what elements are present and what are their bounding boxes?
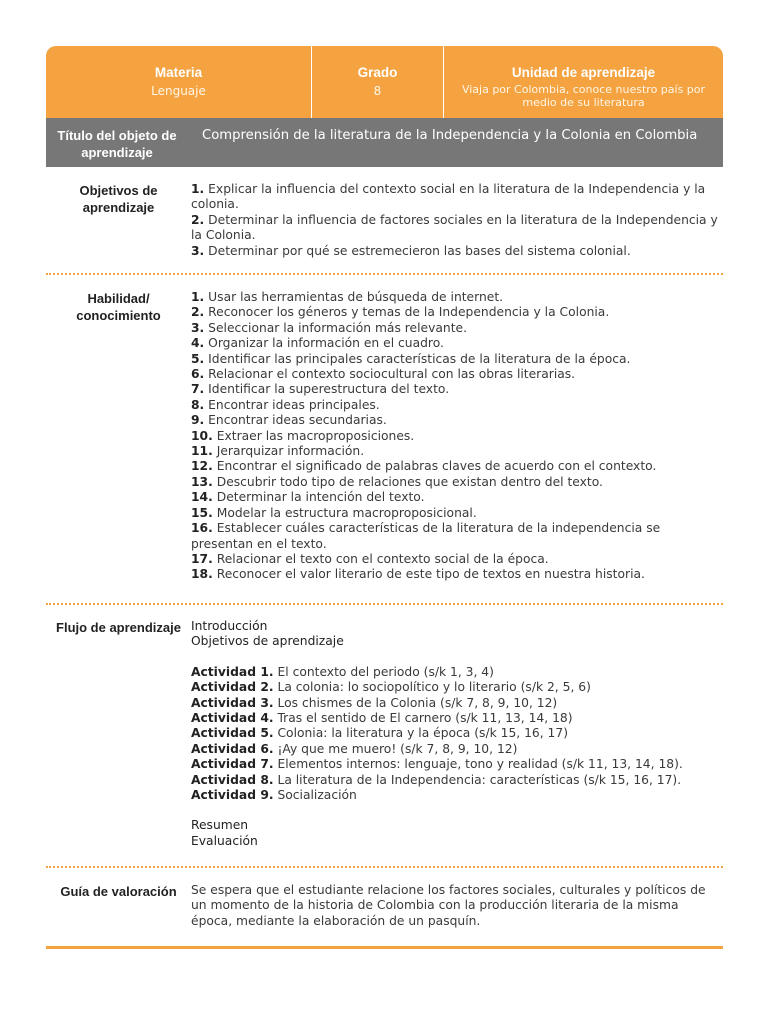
objetivo-item: 3. Determinar por qué se estremecieron las bases del sistema colonial. bbox=[191, 243, 631, 258]
flujo-intro: Introducción bbox=[191, 619, 268, 633]
habilidad-item: 1. Usar las herramientas de búsqueda de internet. bbox=[191, 290, 504, 304]
habilidad-item: 8. Encontrar ideas principales. bbox=[191, 397, 380, 412]
habilidad-item: 15. Modelar la estructura macroproposicional. bbox=[191, 505, 477, 520]
actividad-item: Actividad 3. Los chismes de la Colonia (s/k 7, 8, 9, 10, 12) bbox=[191, 695, 558, 710]
habilidad-item: 16. Establecer cuáles características de la literatura de la independencia se presentan en el texto. bbox=[191, 521, 661, 551]
title-bar-label: Título del objeto de aprendizaje bbox=[57, 128, 177, 160]
habilidad-item: 7. Identificar la superestructura del texto. bbox=[191, 382, 450, 397]
habilidad-label: Habilidad/ conocimiento bbox=[76, 291, 161, 323]
flujo-resumen: Resumen bbox=[191, 818, 249, 833]
title-bar-text: Comprensión de la literatura de la Independencia y la Colonia en Colombia bbox=[202, 128, 698, 143]
materia-title: Materia bbox=[154, 65, 203, 80]
habilidad-item: 18. Reconocer el valor literario de este tipo de textos en nuestra historia. bbox=[191, 567, 645, 582]
materia-cell bbox=[46, 46, 311, 118]
actividad-item: Actividad 8. La literatura de la Independencia: características (s/k 15, 16, 17). bbox=[191, 772, 682, 787]
guia-section bbox=[46, 883, 723, 929]
habilidad-item: 5. Identificar las principales características de la literatura de la época. bbox=[191, 351, 631, 366]
dotted-divider bbox=[46, 603, 723, 605]
unidad-cell bbox=[443, 46, 723, 118]
objetivos-section bbox=[46, 182, 723, 259]
flujo-section bbox=[46, 619, 723, 849]
dotted-divider bbox=[46, 273, 723, 275]
flujo-label: Flujo de aprendizaje bbox=[56, 620, 181, 635]
actividad-item: Actividad 7. Elementos internos: lenguaje, tono y realidad (s/k 11, 13, 14, 18). bbox=[191, 757, 683, 772]
title-bar bbox=[46, 118, 723, 167]
objetivos-list bbox=[191, 182, 723, 259]
lesson-plan-sheet bbox=[46, 46, 723, 928]
flujo-evaluacion: Evaluación bbox=[191, 833, 258, 848]
actividad-item: Actividad 5. Colonia: la literatura y la época (s/k 15, 16, 17) bbox=[191, 726, 569, 741]
actividad-item: Actividad 9. Socialización bbox=[191, 788, 357, 803]
habilidad-list bbox=[191, 290, 723, 583]
guia-label: Guía de valoración bbox=[60, 884, 177, 899]
objetivo-item: 2. Determinar la influencia de factores sociales en la literatura de la Independencia y la Colonia. bbox=[191, 212, 718, 243]
objetivo-item: 1. Explicar la influencia del contexto social en la literatura de la Independencia y la colonia. bbox=[191, 182, 706, 212]
habilidad-item: 11. Jerarquizar información. bbox=[191, 444, 365, 459]
grado-value: 8 bbox=[373, 84, 382, 98]
grado-title: Grado bbox=[357, 65, 398, 80]
habilidad-item: 14. Determinar la intención del texto. bbox=[191, 490, 425, 505]
bottom-rule bbox=[46, 946, 723, 949]
habilidad-item: 3. Seleccionar la información más relevante. bbox=[191, 320, 468, 335]
habilidad-item: 4. Organizar la información en el cuadro. bbox=[191, 336, 444, 351]
habilidad-item: 13. Descubrir todo tipo de relaciones que existan dentro del texto. bbox=[191, 474, 603, 489]
flujo-objetivos: Objetivos de aprendizaje bbox=[191, 634, 344, 649]
actividad-item: Actividad 4. Tras el sentido de El carnero (s/k 11, 13, 14, 18) bbox=[191, 711, 573, 726]
actividad-item: Actividad 2. La colonia: lo sociopolítico y lo literario (s/k 2, 5, 6) bbox=[191, 680, 591, 695]
habilidad-item: 10. Extraer las macroproposiciones. bbox=[191, 428, 415, 443]
unidad-title: Unidad de aprendizaje bbox=[511, 65, 656, 80]
materia-value: Lenguaje bbox=[151, 84, 206, 98]
flujo-list bbox=[191, 619, 723, 849]
actividad-item: Actividad 6. ¡Ay que me muero! (s/k 7, 8, 9, 10, 12) bbox=[191, 741, 518, 756]
dotted-divider bbox=[46, 866, 723, 868]
habilidad-item: 2. Reconocer los géneros y temas de la Independencia y la Colonia. bbox=[191, 305, 610, 320]
header-bar bbox=[46, 46, 723, 118]
habilidad-item: 17. Relacionar el texto con el contexto social de la época. bbox=[191, 551, 549, 566]
habilidad-item: 12. Encontrar el significado de palabras claves de acuerdo con el contexto. bbox=[191, 459, 657, 474]
habilidad-item: 6. Relacionar el contexto sociocultural con las obras literarias. bbox=[191, 367, 576, 382]
grado-cell bbox=[311, 46, 443, 118]
habilidad-section bbox=[46, 290, 723, 583]
objetivos-label: Objetivos de aprendizaje bbox=[79, 183, 158, 215]
unidad-value: Viaja por Colombia, conoce nuestro país por medio de su literatura bbox=[461, 83, 706, 109]
guia-text: Se espera que el estudiante relacione los factores sociales, culturales y políticos de un momento de la historia de Colombia con la producción literaria de la misma época, mediante la elaboración de un pasquín. bbox=[191, 883, 706, 928]
actividad-item: Actividad 1. El contexto del periodo (s/k 1, 3, 4) bbox=[191, 664, 494, 679]
habilidad-item: 9. Encontrar ideas secundarias. bbox=[191, 413, 387, 428]
